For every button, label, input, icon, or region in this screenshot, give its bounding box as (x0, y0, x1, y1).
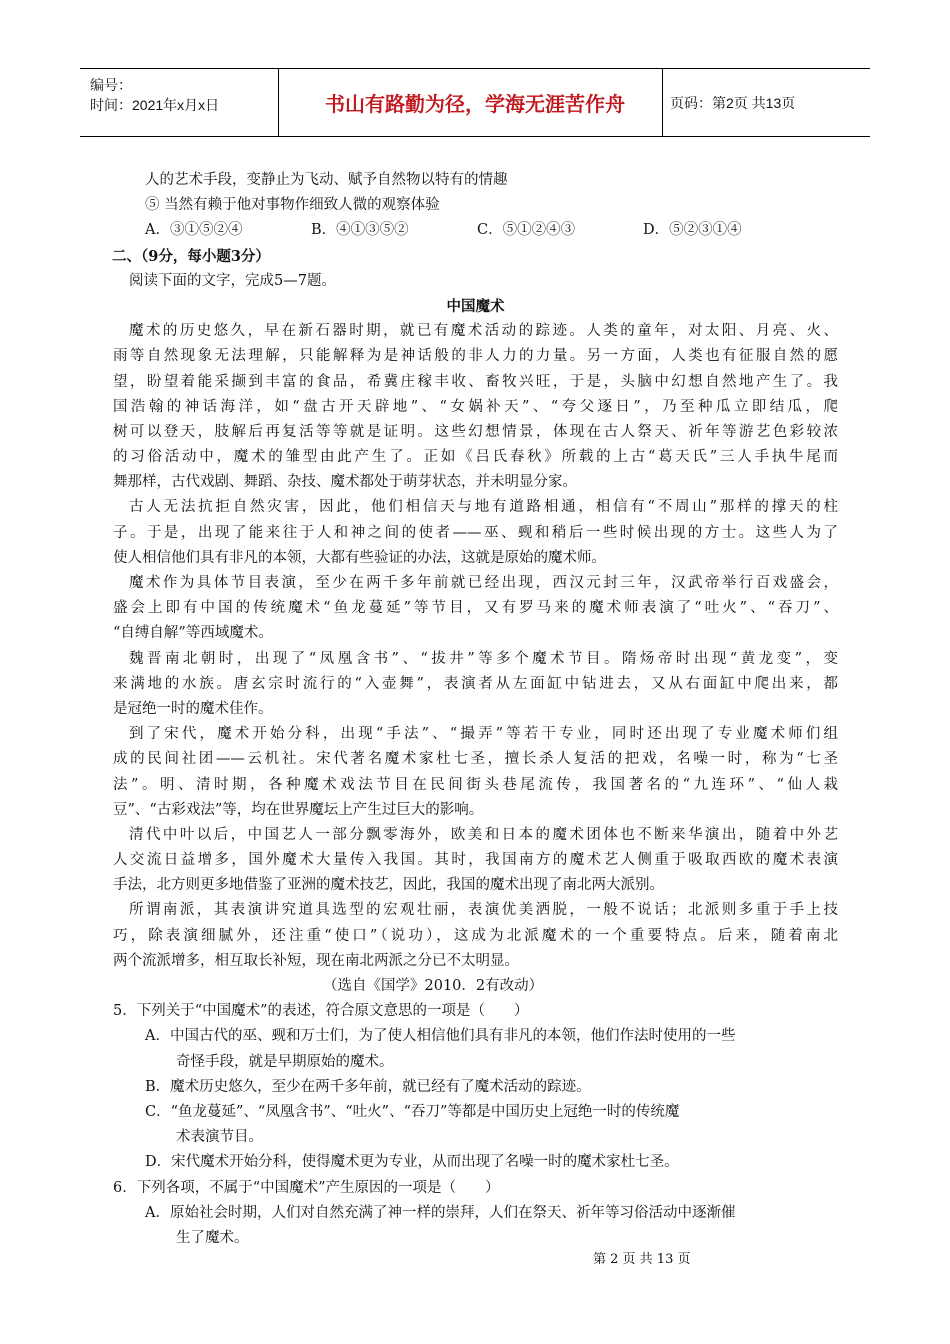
section-heading: 二、（9分，每小题3分） (112, 247, 270, 265)
paragraph-line: 使人相信他们具有非凡的本领，大都有些验证的办法，这就是原始的魔术师。 (113, 549, 606, 566)
text-line: ⑤ 当然有赖于他对事物作细致人微的观察体验 (145, 197, 440, 214)
paragraph-line: 子。于是，出现了能来往于人和神之间的使者——巫、觋和稍后一些时候出现的方士。这些人为了 (113, 524, 838, 541)
option-a: A．③①⑤②④ (145, 222, 243, 239)
question-5: 5．下列关于“中国魔术”的表述，符合原文意思的一项是（ ） (113, 1003, 529, 1020)
paragraph-line: 望，盼望着能采撷到丰富的食品，希冀庄稼丰收、畜牧兴旺，于是，头脑中幻想自然地产生了。我 (113, 373, 838, 390)
question-6: 6．下列各项，不属于“中国魔术”产生原因的一项是（ ） (113, 1179, 500, 1196)
paragraph-line: 盛会上即有中国的传统魔术“鱼龙蔓延”等节目，又有罗马来的魔术师表演了“吐火”、“吞刀”、 (113, 600, 838, 617)
paragraph-line: 舞那样，古代戏剧、舞蹈、杂技、魔术都处于萌芽状态，并未明显分家。 (113, 474, 577, 491)
page-footer: 第 2 页 共 13 页 (593, 1252, 691, 1267)
article-title: 中国魔术 (446, 297, 505, 315)
paragraph-line: 的习俗活动中，魔术的雏型由此产生了。正如《吕氏春秋》所载的上古“葛天氏”三人手执牛尾而 (113, 449, 838, 466)
paragraph-line: 到了宋代，魔术开始分科，出现“手法”、“撮弄”等若干专业，同时还出现了专业魔术师们组 (129, 726, 838, 743)
text-line: 人的艺术手段，变静止为飞动、赋予自然物以特有的情趣 (145, 172, 508, 188)
paragraph-line: 魔术作为具体节目表演，至少在两千多年前就已经出现，西汉元封三年，汉武帝举行百戏盛会， (129, 575, 838, 591)
question-6-option-a-cont: 生了魔术。 (176, 1229, 249, 1246)
paragraph-line: 豆”、“古彩戏法”等，均在世界魔坛上产生过巨大的影响。 (113, 801, 484, 818)
question-6-option-a: A．原始社会时期，人们对自然充满了神一样的崇拜，人们在祭天、祈年等习俗活动中逐渐催 (145, 1204, 736, 1221)
paragraph-line: 来满地的水族。唐玄宗时流行的“入壶舞”，表演者从左面缸中钻进去，又从右面缸中爬出来，都 (113, 675, 838, 692)
paragraph-line: 人交流日益增多，国外魔术大量传入我国。其时，我国南方的魔术艺人侧重于吸取西欧的魔术表演 (113, 852, 838, 869)
paragraph-line: 法”。明、清时期，各种魔术戏法节目在民间街头巷尾流传，我国著名的“九连环”、“仙人栽 (113, 776, 838, 793)
instruction: 阅读下面的文字，完成5—7题。 (129, 272, 336, 289)
paragraph-line: 是冠绝一时的魔术佳作。 (113, 700, 273, 717)
paragraph-line: 巧，除表演细腻外，还注重“使口”（说功），这成为北派魔术的一个重要特点。后来，随着南北 (113, 927, 838, 944)
time-label: 时间：2021年x月x日 (90, 97, 220, 113)
paragraph-line: 成的民间社团——云机社。宋代著名魔术家杜七圣，擅长杀人复活的把戏，名噪一时，称为“七圣 (113, 751, 838, 768)
paragraph-line: “自缚自解”等西域魔术。 (113, 625, 273, 642)
option-b: B．④①③⑤② (311, 222, 409, 239)
source-citation: （选自《国学》2010．2有改动） (323, 978, 544, 994)
paragraph-line: 国浩翰的神话海洋，如“盘古开天辟地”、“女娲补天”、“夸父逐日”，乃至种瓜立即结瓜，爬 (113, 398, 838, 415)
paragraph-line: 魔术的历史悠久，早在新石器时期，就已有魔术活动的踪迹。人类的童年，对太阳、月亮、火、 (129, 323, 838, 340)
answer-options (113, 218, 838, 243)
header-meta (90, 75, 219, 115)
paragraph-line: 雨等自然现象无法理解，只能解释为是神话般的非人力的力量。另一方面，人类也有征服自然的愿 (113, 348, 838, 365)
page-header (80, 68, 870, 137)
paragraph-line: 清代中叶以后，中国艺人一部分飘零海外，欧美和日本的魔术团体也不断来华演出，随着中外艺 (129, 826, 838, 843)
header-motto: 书山有路勤为径，学海无涯苦作舟 (325, 92, 625, 116)
paragraph-line: 古人无法抗拒自然灾害，因此，他们相信天与地有道路相通，相信有“不周山”那样的撑天的柱 (129, 499, 838, 516)
paragraph-line: 所谓南派，其表演讲究道具选型的宏观壮丽，表演优美洒脱，一般不说话；北派则多重于手上技 (129, 902, 838, 919)
paragraph-line: 树可以登天，肢解后再复活等等就是证明。这些幻想情景，体现在古人祭天、祈年等游艺色彩较浓 (113, 423, 838, 440)
option-c: C．⑤①②④③ (477, 222, 576, 239)
option-d: D．⑤②③①④ (643, 222, 742, 239)
paragraph-line: 魏晋南北朝时，出现了“凤凰含书”、“拔井”等多个魔术节目。隋炀帝时出现“黄龙变”，变 (129, 650, 838, 667)
page-label: 页码：第2页 共13页 (670, 94, 796, 111)
question-5-option-c: C．“鱼龙蔓延”、“凤凰含书”、“吐火”、“吞刀”等都是中国历史上冠绝一时的传统魔 (145, 1103, 680, 1120)
header-divider (278, 69, 279, 136)
code-label: 编号： (90, 77, 132, 93)
paragraph-line: 手法，北方则更多地借鉴了亚洲的魔术技艺，因此，我国的魔术出现了南北两大派别。 (113, 877, 664, 894)
question-5-option-b: B．魔术历史悠久，至少在两千多年前，就已经有了魔术活动的踪迹。 (145, 1078, 591, 1095)
question-5-option-a: A．中国古代的巫、觋和万士们，为了使人相信他们具有非凡的本领，他们作法时使用的一些 (145, 1028, 736, 1045)
paragraph-line: 两个流派增多，相互取长补短，现在南北两派之分已不太明显。 (113, 952, 519, 969)
question-5-option-d: D．宋代魔术开始分科，使得魔术更为专业，从而出现了名噪一时的魔术家杜七圣。 (145, 1154, 679, 1171)
question-5-option-c-cont: 术表演节目。 (176, 1129, 263, 1146)
document-body (113, 168, 838, 1251)
question-5-option-a-cont: 奇怪手段，就是早期原始的魔术。 (176, 1053, 394, 1070)
